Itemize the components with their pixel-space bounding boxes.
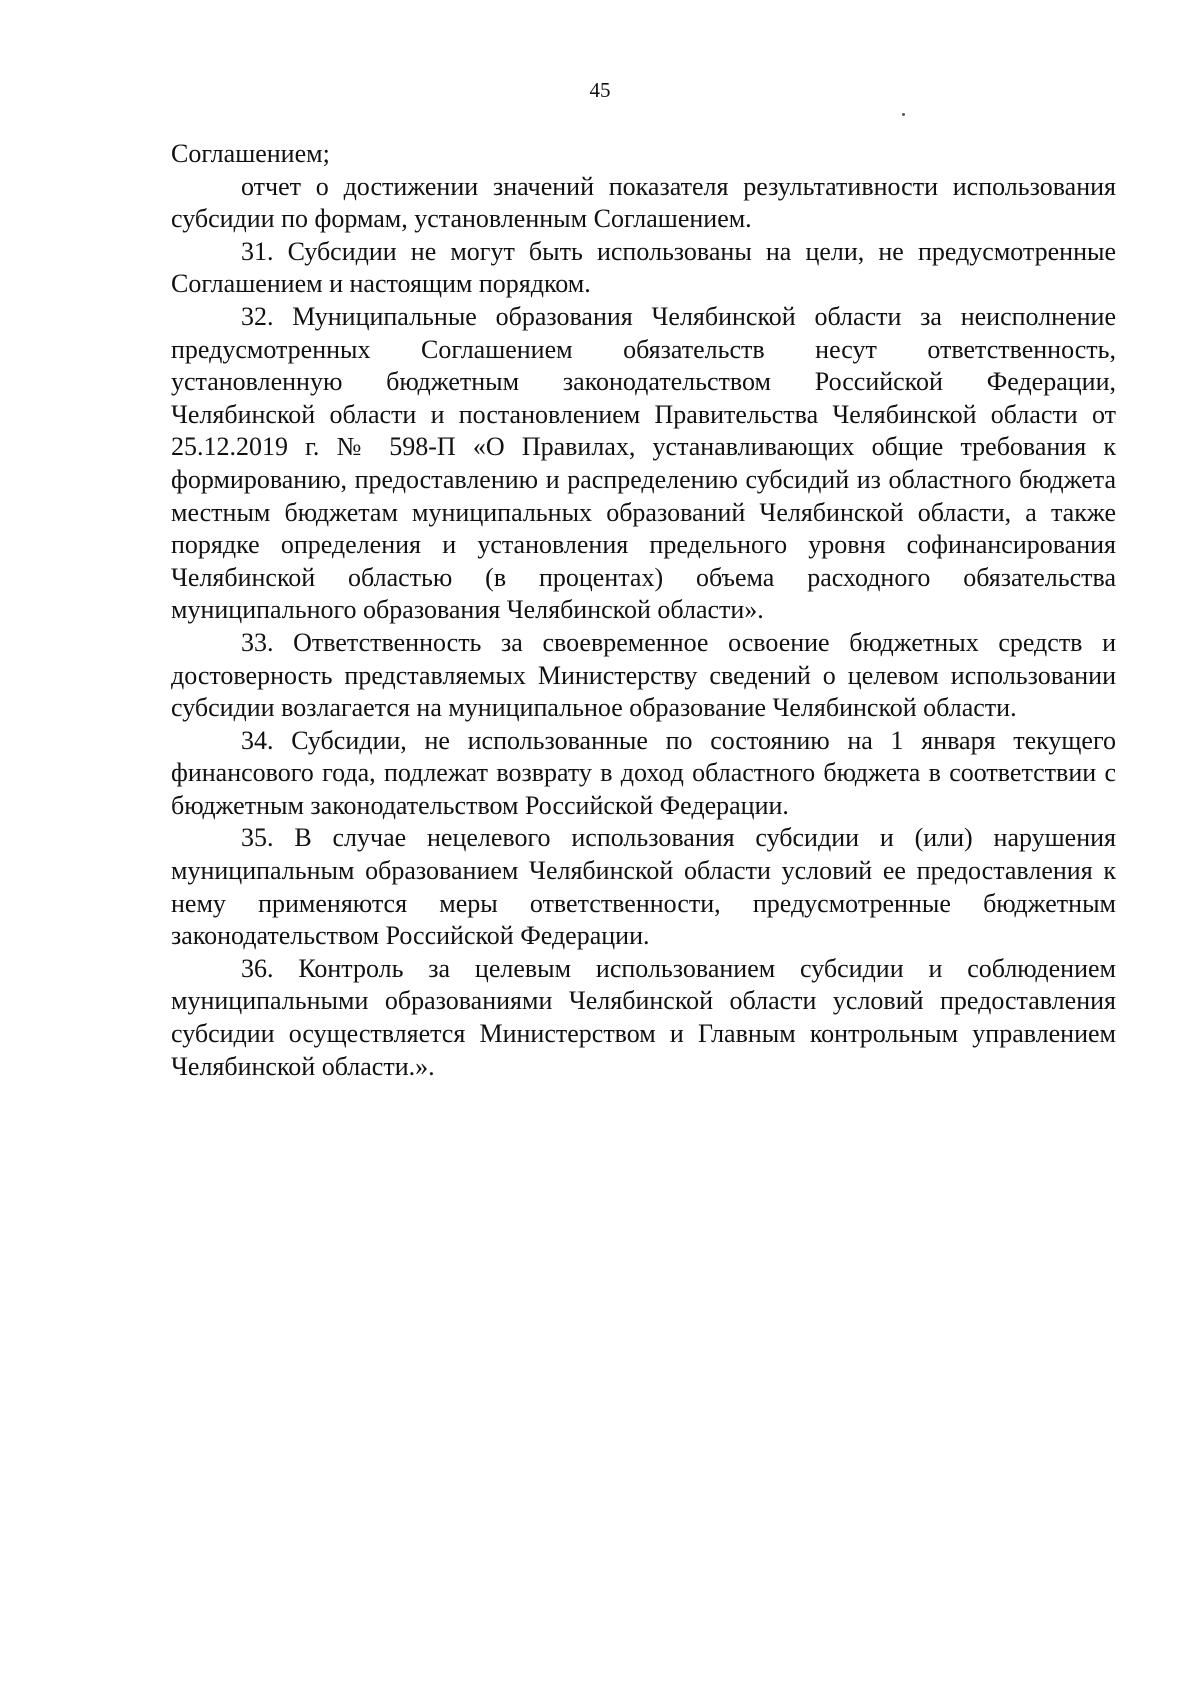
paragraph-36: 36. Контроль за целевым использованием субсидии и соблюдением муниципальными образованиями Челябинской области условий предоставления субсидии осуществляется Министерством и Главным контрольным управлением Челябинской области.».: [171, 953, 1116, 1081]
paragraph-report: отчет о достижении значений показателя результативности использования субсидии по формам, установленным Соглашением.: [171, 171, 1116, 234]
paragraph-35: 35. В случае нецелевого использования субсидии и (или) нарушения муниципальным образованием Челябинской области условий ее предоставления к нему применяются меры ответственности, предусмотренные бюджетным законодательством Российской Федерации.: [171, 823, 1116, 951]
paragraph-34: 34. Субсидии, не использованные по состоянию на 1 января текущего финансового года, подлежат возврату в доход областного бюджета в соответствии с бюджетным законодательством Российской Федерации.: [171, 725, 1116, 820]
paragraph-32: 32. Муниципальные образования Челябинской области за неисполнение предусмотренных Соглашением обязательств несут ответственность, установленную бюджетным законодательством Российской Федерации, Челябинской области и постановлением Правительства Челябинской области от 25.12.2019 г. № 598-П «О Правилах, устанавливающих общие требования к формированию, предоставлению и распределению субсидий из областного бюджета местным бюджетам муниципальных образований Челябинской области, а также порядке определения и установления предельного уровня софинансирования Челябинской областью (в процентах) объема расходного обязательства муниципального образования Челябинской области».: [171, 301, 1116, 625]
document-body: [171, 138, 1116, 1083]
paragraph-continuation: Соглашением;: [171, 139, 330, 168]
page-number: 45: [589, 78, 611, 102]
paragraph-33: 33. Ответственность за своевременное освоение бюджетных средств и достоверность представляемых Министерству сведений о целевом использовании субсидии возлагается на муниципальное образование Челябинской области.: [171, 627, 1116, 723]
scan-speck: [902, 113, 905, 116]
paragraph-31: 31. Субсидии не могут быть использованы на цели, не предусмотренные Соглашением и настоящим порядком.: [171, 236, 1116, 299]
